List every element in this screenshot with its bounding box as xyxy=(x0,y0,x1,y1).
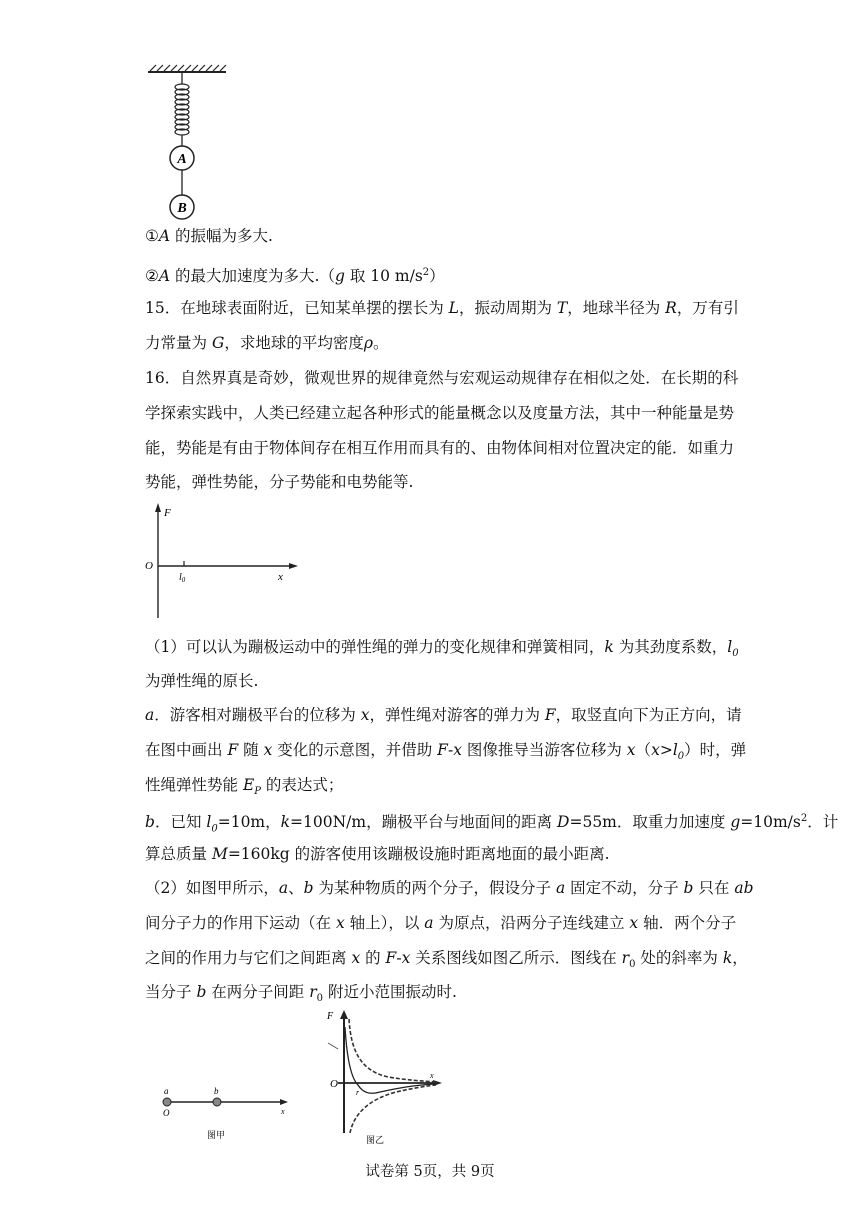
fx-axes-figure xyxy=(140,500,300,622)
yi-origin-label: O xyxy=(330,1078,338,1090)
jia-x-label: x xyxy=(281,1107,285,1116)
q16-p2-line3: 之间的作用力与它们之间距离 x 的 F-x 关系图线如图乙所示．图线在 $r_0$ 处的斜率为 k， xyxy=(145,949,748,971)
ball-b-label: B xyxy=(177,201,187,216)
q16-p1-line2: 为弹性绳的原长. xyxy=(145,672,259,690)
q16-pb-line2: 算总质量 M=160kg 的游客使用该蹦极设施时距离地面的最小距离. xyxy=(145,845,610,863)
ball-a-label: A xyxy=(177,152,187,167)
jia-b-label: b xyxy=(214,1086,219,1096)
jia-origin-label: O xyxy=(163,1108,170,1118)
q16-intro-2: 学探索实践中，人类已经建立起各种形式的能量概念以及度量方法，其中一种能量是势 xyxy=(145,404,735,422)
figure-yi xyxy=(318,1005,453,1145)
yi-caption: 图乙 xyxy=(366,1135,385,1145)
q16-pa-line1: a．游客相对蹦极平台的位移为 x，弹性绳对游客的弹力为 F，取竖直向下为正方向，请 xyxy=(145,706,742,724)
yi-x-label: x xyxy=(430,1071,434,1080)
q14-sub2: ②A 的最大加速度为多大.（g 取 10 $m/s^2$） xyxy=(145,267,445,286)
page-footer: 试卷第 5页，共 9页 xyxy=(365,1164,495,1180)
q16-intro-3: 能，势能是有由于物体间存在相互作用而具有的、由物体间相对位置决定的能．如重力 xyxy=(145,439,735,457)
q14-sub1: ①A 的振幅为多大. xyxy=(145,227,273,245)
q16-p2-line1: （2）如图甲所示，a、b 为某种物质的两个分子，假设分子 a 固定不动，分子 b 只在 ab xyxy=(145,879,754,897)
q16-intro-4: 势能，弹性势能，分子势能和电势能等. xyxy=(145,473,414,491)
q16-p2-line2: 间分子力的作用下运动（在 x 轴上），以 a 为原点，沿两分子连线建立 x 轴．两个分子 xyxy=(145,914,737,932)
fx-x-label: x xyxy=(278,571,283,583)
fx-origin-label: O xyxy=(145,560,153,572)
q16-intro-1: 16．自然界真是奇妙，微观世界的规律竟然与宏观运动规律存在相似之处．在长期的科 xyxy=(145,369,739,387)
q16-pa-line2: 在图中画出 F 随 x 变化的示意图，并借助 F-x 图像推导当游客位移为 $x(x>l_0)$时，弹 xyxy=(145,741,747,763)
q16-p1-line1: （1）可以认为蹦极运动中的弹性绳的弹力的变化规律和弹簧相同，k 为其劲度系数，$l_0$ xyxy=(145,638,739,660)
jia-caption: 图甲 xyxy=(207,1130,226,1140)
molecule-a xyxy=(163,1098,171,1106)
yi-f-label: F xyxy=(327,1011,334,1022)
q16-pb-line1: b．已知 $l_0=10m$，k=100N/m，蹦极平台与地面间的距离 D=55m．取重力加速度 $g=10m/s^2$．计 xyxy=(145,813,839,835)
fx-l0-label: $l_0$ xyxy=(179,572,186,584)
q15-line2: 力常量为 G，求地球的平均密度ρ。 xyxy=(145,334,389,352)
figure-jia xyxy=(155,1080,295,1140)
jia-a-label: a xyxy=(164,1086,169,1096)
fx-f-label: F xyxy=(164,507,171,519)
spring-oscillator-figure xyxy=(140,62,240,222)
q16-pa-line3: 性绳弹性势能 $E_P$ 的表达式； xyxy=(145,776,344,798)
yi-r-label: r xyxy=(356,1088,360,1097)
q16-p2-line4: 当分子 b 在两分子间距 $r_0$ 附近小范围振动时. xyxy=(145,983,457,1005)
q15-line1: 15．在地球表面附近，已知某单摆的摆长为 L，振动周期为 T，地球半径为 R，万有引 xyxy=(145,299,739,317)
molecule-b xyxy=(213,1098,221,1106)
